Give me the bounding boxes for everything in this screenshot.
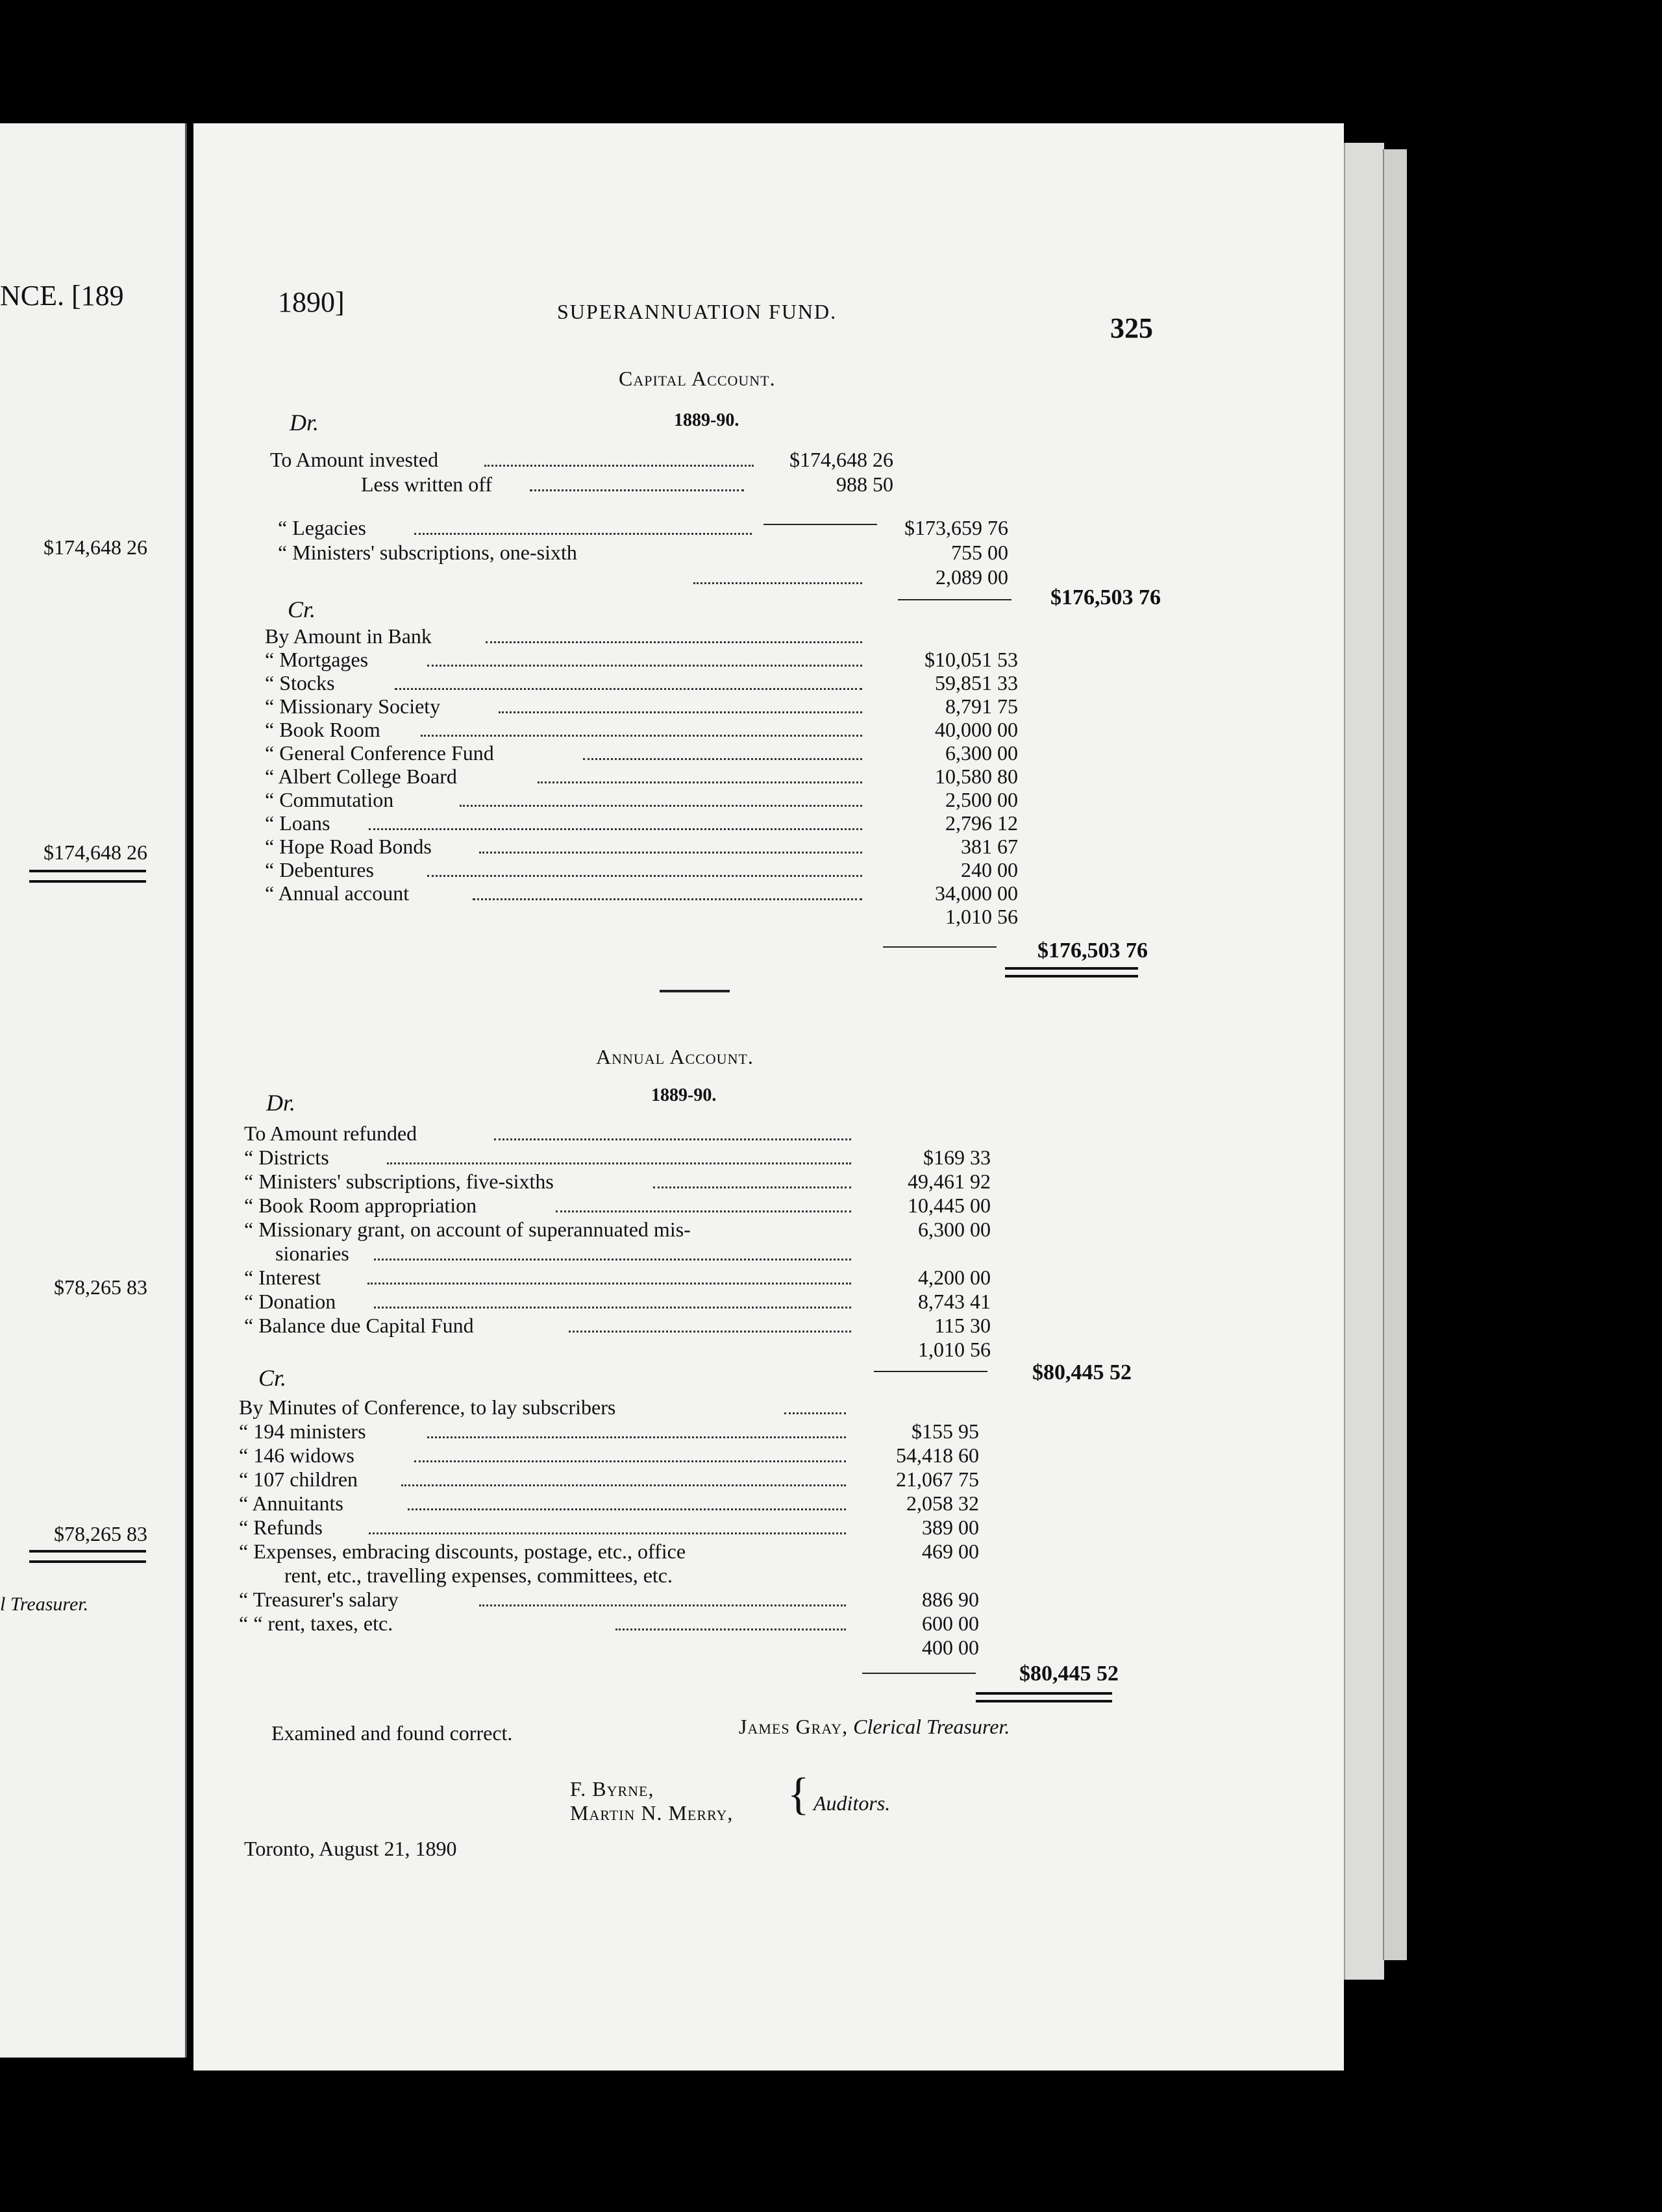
capital-ministers-row	[278, 541, 1122, 565]
annual-cr-amount-6: 469 00	[922, 1540, 979, 1563]
page-edge	[1344, 143, 1384, 1980]
leader-dots	[615, 1612, 846, 1630]
capital-cr-label-2: “ Stocks	[265, 671, 335, 694]
annual-cr-label-0: By Minutes of Conference, to lay subscribers	[239, 1395, 616, 1419]
annual-dr-label-1: “ Districts	[244, 1146, 329, 1169]
annual-dr-row	[244, 1194, 1101, 1218]
capital-cr-amount-11: 34,000 00	[935, 881, 1018, 905]
leader-dots	[414, 1444, 846, 1462]
annual-dr-amount-9: 1,010 56	[918, 1338, 991, 1361]
annual-cr-amount-2: 54,418 60	[896, 1444, 979, 1467]
annual-dr-label-8: “ Balance due Capital Fund	[244, 1314, 474, 1337]
capital-cr-row	[265, 671, 1109, 696]
left-footer-fragment: l Treasurer.	[0, 1593, 89, 1615]
annual-dr-amount-6: 4,200 00	[918, 1266, 991, 1289]
leader-dots	[427, 858, 862, 877]
annual-dr-row	[244, 1266, 1101, 1290]
annual-dr-total-rule	[874, 1371, 987, 1372]
running-head-year: 1890]	[278, 286, 345, 318]
capital-cr-row	[265, 788, 1109, 813]
capital-cr-label-0: By Amount in Bank	[265, 624, 432, 648]
annual-cr-label-9: “ “ rent, taxes, etc.	[239, 1612, 393, 1635]
place-and-date: Toronto, August 21, 1890	[244, 1837, 457, 1860]
annual-cr-label-3: “ 107 children	[239, 1468, 358, 1491]
capital-cr-row	[265, 741, 1109, 766]
left-double-rule-1	[29, 870, 146, 883]
capital-cr-label-1: “ Mortgages	[265, 648, 369, 671]
section-divider	[660, 990, 730, 992]
capital-cr-row	[265, 811, 1109, 836]
annual-cr-amount-5: 389 00	[922, 1516, 979, 1539]
annual-dr-row	[244, 1314, 1101, 1338]
capital-cr-row	[265, 835, 1109, 859]
annual-dr-amount-2: 49,461 92	[908, 1170, 991, 1193]
annual-dr-amount-4: 6,300 00	[918, 1218, 991, 1241]
capital-cr-amount-8: 2,796 12	[945, 811, 1018, 835]
annual-total-double-rule	[976, 1692, 1112, 1702]
annual-dr-row	[244, 1170, 1101, 1194]
annual-dr-label: Dr.	[266, 1090, 296, 1116]
capital-cr-label-11: “ Annual account	[265, 881, 410, 905]
annual-cr-row	[239, 1612, 1096, 1636]
main-page	[193, 123, 1344, 2071]
capital-cr-label-5: “ General Conference Fund	[265, 741, 494, 765]
annual-cr-row	[239, 1492, 1096, 1516]
capital-cr-row	[265, 718, 1109, 743]
capital-ministers-amount-row	[278, 565, 1122, 590]
left-total-3: $78,265 83	[54, 1275, 147, 1299]
capital-cr-label-3: “ Missionary Society	[265, 694, 441, 718]
leader-dots	[395, 671, 862, 690]
treasurer-name: James Gray,	[739, 1715, 849, 1738]
leader-dots	[583, 741, 862, 760]
annual-cr-row	[239, 1540, 1096, 1564]
capital-cr-amount-2: 59,851 33	[935, 671, 1018, 694]
annual-cr-label-2: “ 146 widows	[239, 1444, 354, 1467]
treasurer-title: Clerical Treasurer.	[853, 1715, 1010, 1738]
capital-written-off-amount: 988 50	[836, 473, 893, 496]
leader-dots	[369, 811, 862, 830]
leader-dots	[460, 788, 862, 807]
capital-cr-amount-5: 6,300 00	[945, 741, 1018, 765]
capital-cr-label-8: “ Loans	[265, 811, 330, 835]
annual-dr-row	[244, 1338, 1101, 1362]
capital-cr-amount-9: 381 67	[961, 835, 1018, 858]
capital-cr-label: Cr.	[288, 596, 316, 622]
annual-dr-row	[244, 1122, 1101, 1146]
annual-cr-row	[239, 1444, 1096, 1468]
capital-cr-amount-4: 40,000 00	[935, 718, 1018, 741]
annual-dr-amount-3: 10,445 00	[908, 1194, 991, 1217]
annual-cr-label: Cr.	[258, 1365, 287, 1391]
capital-cr-row	[265, 624, 1109, 649]
annual-cr-total-rule	[862, 1673, 976, 1674]
capital-total-double-rule	[1005, 967, 1138, 977]
page-edge	[1383, 149, 1407, 1960]
leader-dots	[556, 1194, 851, 1212]
treasurer-signature	[739, 1715, 1010, 1739]
annual-dr-amount-8: 115 30	[934, 1314, 991, 1337]
auditor-2: Martin N. Merry,	[570, 1801, 734, 1825]
auditor-1: F. Byrne,	[570, 1777, 654, 1800]
annual-dr-label-0: To Amount refunded	[244, 1122, 417, 1145]
annual-cr-amount-9: 600 00	[922, 1612, 979, 1635]
leader-dots	[427, 648, 862, 667]
capital-dr-total-rule	[898, 599, 1011, 600]
annual-cr-label-1: “ 194 ministers	[239, 1419, 366, 1443]
annual-dr-total: $80,445 52	[1032, 1360, 1132, 1384]
annual-dr-label-7: “ Donation	[244, 1290, 336, 1313]
capital-invested-row	[270, 448, 1114, 473]
running-head-title: SUPERANNUATION FUND.	[557, 300, 837, 323]
annual-cr-amount-1: $155 95	[912, 1419, 979, 1443]
capital-cr-label-6: “ Albert College Board	[265, 765, 457, 788]
leader-dots	[414, 516, 752, 535]
capital-cr-row	[265, 648, 1109, 672]
annual-cr-row	[239, 1636, 1096, 1660]
page-number: 325	[1110, 312, 1153, 344]
annual-dr-row	[244, 1146, 1101, 1170]
leader-dots	[479, 1588, 846, 1606]
capital-cr-label-10: “ Debentures	[265, 858, 374, 881]
capital-cr-row	[265, 881, 1109, 906]
annual-cr-row	[239, 1588, 1096, 1612]
annual-cr-amount-8: 886 90	[922, 1588, 979, 1611]
annual-cr-row	[239, 1468, 1096, 1492]
annual-dr-label-4: “ Missionary grant, on account of superannuated mis-	[244, 1218, 691, 1241]
capital-cr-total: $176,503 76	[1037, 939, 1148, 963]
annual-cr-amount-3: 21,067 75	[896, 1468, 979, 1491]
capital-cr-amount-6: 10,580 80	[935, 765, 1018, 788]
leader-dots	[374, 1290, 851, 1309]
capital-cr-label-7: “ Commutation	[265, 788, 394, 811]
annual-cr-amount-10: 400 00	[922, 1636, 979, 1659]
auditors-brace: {	[788, 1769, 810, 1819]
left-double-rule-2	[29, 1550, 146, 1563]
capital-year: 1889-90.	[674, 410, 739, 430]
examined-note: Examined and found correct.	[271, 1721, 513, 1745]
capital-cr-total-rule	[883, 946, 997, 948]
leader-dots	[484, 448, 754, 467]
leader-dots	[387, 1146, 851, 1164]
capital-cr-row	[265, 858, 1109, 883]
leader-dots	[427, 1419, 846, 1438]
annual-cr-label-6: “ Expenses, embracing discounts, postage, etc., office	[239, 1540, 686, 1563]
leader-dots	[486, 624, 862, 643]
annual-dr-label-6: “ Interest	[244, 1266, 321, 1289]
leader-dots	[494, 1122, 851, 1140]
leader-dots	[421, 718, 862, 737]
capital-cr-amount-1: $10,051 53	[924, 648, 1018, 671]
annual-cr-row	[239, 1419, 1096, 1444]
annual-dr-amount-7: 8,743 41	[918, 1290, 991, 1313]
annual-dr-label-3: “ Book Room appropriation	[244, 1194, 477, 1217]
leader-dots	[369, 1516, 846, 1534]
capital-dr-amount-0: 755 00	[951, 541, 1008, 564]
left-total-4: $78,265 83	[54, 1522, 147, 1545]
leader-dots	[530, 473, 744, 491]
leader-dots	[538, 765, 862, 783]
capital-cr-amount-12: 1,010 56	[945, 905, 1018, 928]
annual-cr-row	[239, 1516, 1096, 1540]
leader-dots	[473, 881, 862, 900]
left-running-head: NCE. [189	[0, 280, 124, 312]
leader-dots	[367, 1266, 851, 1284]
annual-cr-label-5: “ Refunds	[239, 1516, 323, 1539]
annual-year: 1889-90.	[651, 1085, 717, 1105]
annual-dr-row	[244, 1290, 1101, 1314]
leader-dots	[653, 1170, 851, 1188]
capital-cr-label-9: “ Hope Road Bonds	[265, 835, 432, 858]
annual-cr-row	[239, 1564, 1096, 1588]
leader-dots	[374, 1242, 851, 1260]
annual-cr-row	[239, 1395, 1096, 1420]
leader-dots	[479, 835, 862, 854]
leader-dots	[499, 694, 862, 713]
leader-dots	[408, 1492, 846, 1510]
capital-cr-amount-3: 8,791 75	[945, 694, 1018, 718]
leader-dots	[569, 1314, 851, 1333]
annual-cr-amount-4: 2,058 32	[906, 1492, 979, 1515]
auditors-label: Auditors.	[813, 1791, 891, 1815]
annual-dr-row	[244, 1242, 1101, 1266]
capital-account-title: Capital Account.	[619, 367, 776, 390]
leader-dots	[784, 1395, 846, 1414]
capital-dr-label: Dr.	[290, 410, 319, 436]
annual-cr-label-7: rent, etc., travelling expenses, committees, etc.	[284, 1564, 673, 1587]
annual-dr-label-5: sionaries	[275, 1242, 349, 1265]
capital-dr-total: $176,503 76	[1050, 585, 1161, 609]
leader-dots	[401, 1468, 846, 1486]
left-total-1: $174,648 26	[43, 535, 147, 559]
capital-cr-row	[265, 694, 1109, 719]
capital-dr-amount-1: 2,089 00	[936, 565, 1008, 589]
annual-cr-label-8: “ Treasurer's salary	[239, 1588, 399, 1611]
capital-dr-label-0: “ Legacies	[278, 516, 366, 539]
capital-cr-amount-10: 240 00	[961, 858, 1018, 881]
capital-cr-row	[265, 905, 1109, 929]
capital-written-off-label: Less written off	[361, 473, 493, 496]
annual-dr-label-2: “ Ministers' subscriptions, five-sixths	[244, 1170, 554, 1193]
annual-account-title: Annual Account.	[596, 1045, 754, 1068]
capital-dr-label-1: “ Ministers' subscriptions, one-sixth	[278, 541, 577, 564]
annual-cr-total: $80,445 52	[1019, 1662, 1119, 1686]
capital-net-amount: $173,659 76	[904, 516, 1008, 539]
capital-cr-row	[265, 765, 1109, 789]
capital-legacies-row	[278, 516, 1122, 541]
annual-cr-label-4: “ Annuitants	[239, 1492, 343, 1515]
annual-dr-amount-1: $169 33	[923, 1146, 991, 1169]
capital-invested-amount: $174,648 26	[789, 448, 893, 471]
capital-invested-label: To Amount invested	[270, 448, 439, 471]
capital-cr-amount-7: 2,500 00	[945, 788, 1018, 811]
annual-dr-row	[244, 1218, 1101, 1242]
left-facing-page	[0, 123, 187, 2058]
capital-written-off-row	[270, 473, 1114, 497]
left-total-2: $174,648 26	[43, 841, 147, 864]
capital-cr-label-4: “ Book Room	[265, 718, 380, 741]
leader-dots	[693, 565, 862, 584]
